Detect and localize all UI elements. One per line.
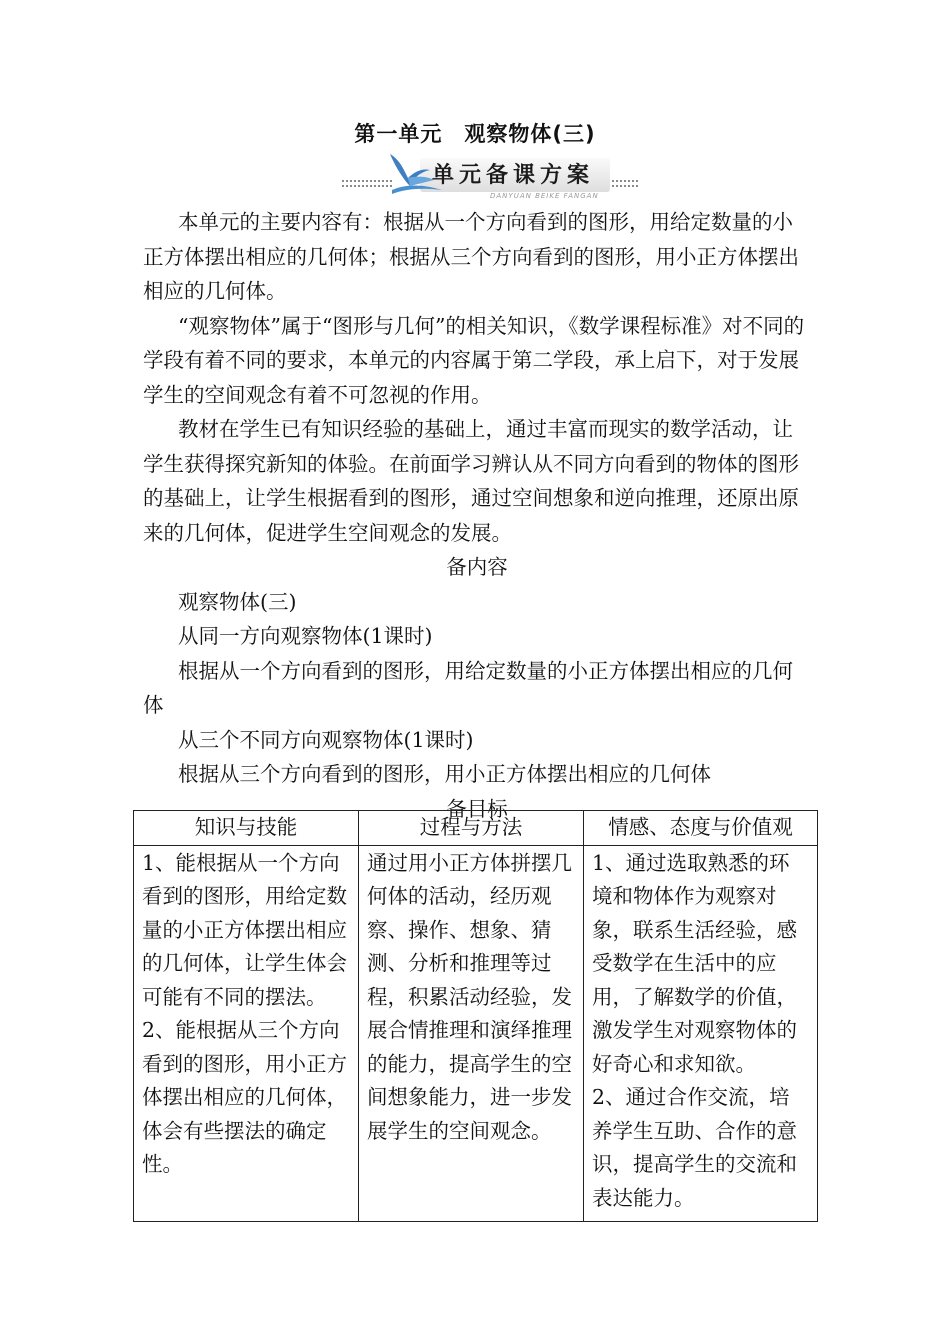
goals-table — [133, 810, 818, 1222]
goals-heading: 备目标 — [446, 796, 508, 821]
document-body — [143, 205, 811, 826]
unit-title-number: 第一单元 — [354, 122, 443, 146]
goals-table-row — [134, 845, 818, 1222]
content-item-4: 从三个不同方向观察物体(1课时) — [178, 727, 474, 752]
intro-paragraph-3: 教材在学生已有知识经验的基础上，通过丰富而现实的数学活动，让学生获得探究新知的体验。在前面学习辨认从不同方向看到的物体的图形的基础上，让学生根据看到的图形，通过空间想象和逆向推理，还原出原来的几何体，促进学生空间观念的发展。 — [143, 417, 799, 545]
unit-title-topic: 观察物体(三) — [464, 122, 596, 146]
banner-divider-left — [342, 180, 392, 182]
goals-header-knowledge: 知识与技能 — [134, 811, 359, 846]
section-banner — [340, 150, 640, 202]
goals-cell-knowledge: 1、能根据从一个方向看到的图形，用给定数量的小正方体摆出相应的几何体，让学生体会可能有不同的摆法。 2、能根据从三个方向看到的图形，用小正方体摆出相应的几何体，体会有些摆法的确定性。 — [134, 845, 359, 1222]
banner-divider-left-2 — [342, 185, 392, 187]
goals-header-process: 过程与方法 — [359, 811, 584, 846]
intro-paragraph-1: 本单元的主要内容有：根据从一个方向看到的图形，用给定数量的小正方体摆出相应的几何体；根据从三个方向看到的图形，用小正方体摆出相应的几何体。 — [143, 210, 799, 303]
goals-header-attitude: 情感、态度与价值观 — [584, 811, 818, 846]
unit-title — [0, 118, 950, 148]
banner-label: 单元备课方案 — [432, 163, 595, 188]
content-heading: 备内容 — [446, 555, 508, 579]
goals-table-header-row — [134, 811, 818, 846]
banner-subtitle: DANYUAN BEIKE FANGAN — [490, 192, 599, 200]
goals-cell-process: 通过用小正方体拼摆几何体的活动，经历观察、操作、想象、猜测、分析和推理等过程，积累活动经验，发展合情推理和演绎推理的能力，提高学生的空间想象能力，进一步发展学生的空间观念。 — [359, 845, 584, 1222]
intro-paragraph-2: “观察物体”属于“图形与几何”的相关知识，《数学课程标准》对不同的学段有着不同的要求，本单元的内容属于第二学段，承上启下，对于发展学生的空间观念有着不可忽视的作用。 — [143, 313, 805, 407]
goals-cell-attitude: 1、通过选取熟悉的环境和物体作为观察对象，联系生活经验，感受数学在生活中的应用，了解数学的价值，激发学生对观察物体的好奇心和求知欲。 2、通过合作交流，培养学生互助、合作的意识，提高学生的交流和表达能力。 — [584, 845, 818, 1222]
content-item-1: 观察物体(三) — [178, 589, 297, 614]
content-item-5: 根据从三个方向看到的图形，用小正方体摆出相应的几何体 — [178, 762, 711, 786]
content-item-2: 从同一方向观察物体(1课时) — [178, 624, 433, 648]
content-item-3: 根据从一个方向看到的图形，用给定数量的小正方体摆出相应的几何体 — [143, 658, 793, 717]
